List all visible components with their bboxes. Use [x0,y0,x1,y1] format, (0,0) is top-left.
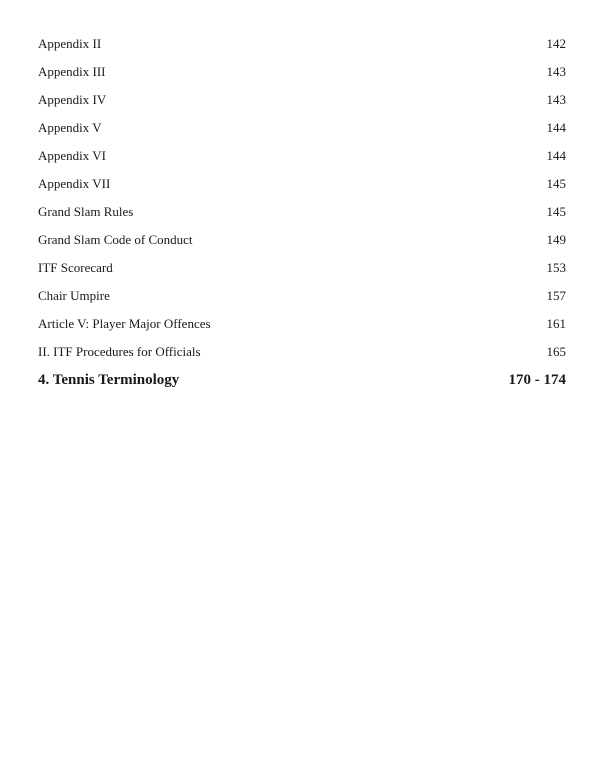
toc-entry-page: 143 [546,64,566,79]
toc-entry-title: II. ITF Procedures for Officials [38,344,201,359]
toc-entry-title: Appendix VII [38,176,111,191]
toc-entry-player-major-offences [38,315,566,343]
toc-entry-title: ITF Scorecard [38,260,113,275]
toc-entry-appendix-vi [38,147,566,175]
toc-entry-grand-slam-code-of-conduct [38,231,566,259]
toc-section-title: 4. Tennis Terminology [38,372,180,388]
toc-entry-page: 157 [546,288,566,303]
toc-entry-appendix-ii [38,35,566,63]
table-of-contents [38,35,566,399]
toc-entry-title: Chair Umpire [38,288,110,303]
toc-entry-page: 144 [546,120,566,135]
toc-entry-title: Appendix IV [38,92,107,107]
toc-entry-page: 142 [546,36,566,51]
toc-entry-title: Article V: Player Major Offences [38,316,211,331]
toc-entry-page: 145 [546,204,566,219]
toc-entry-page: 144 [546,148,566,163]
toc-entry-page: 153 [546,260,566,275]
toc-section-tennis-terminology [38,371,566,399]
toc-entry-grand-slam-rules [38,203,566,231]
toc-entry-title: Appendix VI [38,148,107,163]
toc-entry-appendix-v [38,119,566,147]
toc-entry-title: Appendix II [38,36,102,51]
toc-section-page-range: 170 - 174 [508,372,566,388]
toc-entry-appendix-vii [38,175,566,203]
toc-entry-title: Appendix III [38,64,106,79]
toc-entry-itf-procedures [38,343,566,371]
toc-entry-appendix-iii [38,63,566,91]
toc-entry-title: Appendix V [38,120,102,135]
toc-entry-page: 149 [546,232,566,247]
toc-entry-itf-scorecard [38,259,566,287]
toc-entry-page: 161 [546,316,566,331]
toc-entry-appendix-iv [38,91,566,119]
toc-entry-title: Grand Slam Code of Conduct [38,232,193,247]
toc-entry-title: Grand Slam Rules [38,204,134,219]
toc-entry-page: 143 [546,92,566,107]
toc-entry-page: 165 [546,344,566,359]
toc-entry-chair-umpire [38,287,566,315]
toc-entry-page: 145 [546,176,566,191]
